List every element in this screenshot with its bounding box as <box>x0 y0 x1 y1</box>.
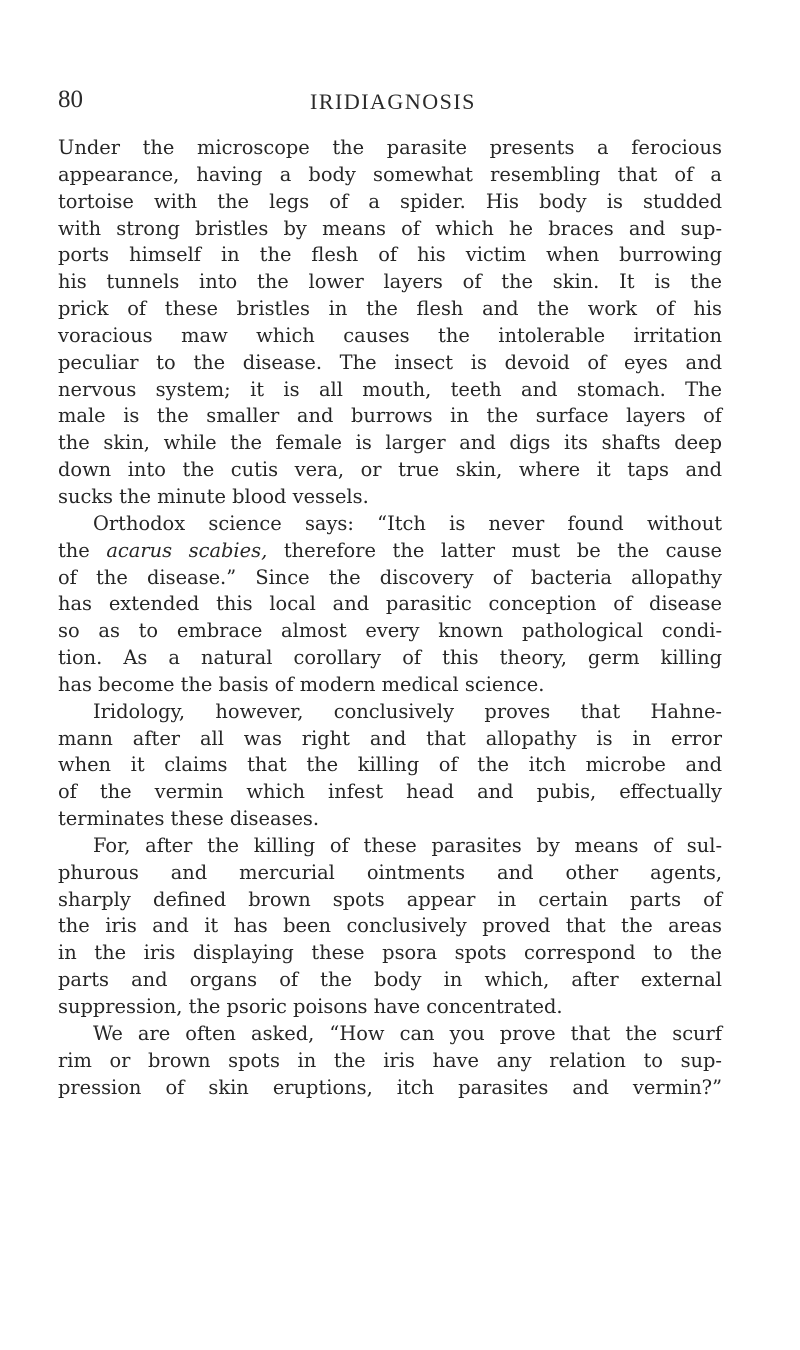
text-line: prick of these bristles in the flesh and the work of his <box>58 297 722 321</box>
text-line: appearance, having a body somewhat resembling that of a <box>58 162 722 186</box>
text-line: phurous and mercurial ointments and other agents, <box>58 860 722 884</box>
text-line: tion. As a natural corollary of this theory, germ killing <box>58 646 722 670</box>
text-line: sharply defined brown spots appear in certain parts of <box>58 887 722 911</box>
text-line: voracious maw which causes the intolerable irritation <box>58 323 722 347</box>
text-line: male is the smaller and burrows in the surface layers of <box>58 404 722 428</box>
text-line: sucks the minute blood vessels. <box>58 484 369 508</box>
text-line: down into the cutis vera, or true skin, where it taps and <box>58 458 722 482</box>
text-line: of the vermin which infest head and pubis, effectually <box>58 780 722 804</box>
text-line: Under the microscope the parasite presents a ferocious <box>58 136 722 159</box>
paragraph <box>58 833 722 1021</box>
paragraph <box>58 135 722 511</box>
text-segment: therefore the latter must be the cause <box>267 538 722 562</box>
text-line: in the iris displaying these psora spots correspond to the <box>58 941 722 965</box>
text-segment: the <box>58 538 107 562</box>
text-line: We are often asked, “How can you prove that the scurf <box>93 1021 722 1045</box>
text-line: parts and organs of the body in which, after external <box>58 968 722 992</box>
text-line: suppression, the psoric poisons have concentrated. <box>58 995 563 1018</box>
text-line: has extended this local and parasitic conception of disease <box>58 592 722 616</box>
paragraph <box>58 511 722 699</box>
text-line: when it claims that the killing of the itch microbe and <box>58 753 722 777</box>
text-line <box>58 538 722 565</box>
text-line: the skin, while the female is larger and digs its shafts deep <box>58 431 722 455</box>
text-line: so as to embrace almost every known pathological condi- <box>58 619 722 643</box>
text-line: nervous system; it is all mouth, teeth and stomach. The <box>58 377 722 401</box>
paragraph <box>58 699 722 833</box>
page-header <box>58 86 722 126</box>
text-line: rim or brown spots in the iris have any relation to sup- <box>58 1048 722 1072</box>
body-text <box>58 135 722 1101</box>
text-line: with strong bristles by means of which he braces and sup- <box>58 216 722 240</box>
running-head: IRIDIAGNOSIS <box>310 89 476 114</box>
text-line: peculiar to the disease. The insect is devoid of eyes and <box>58 350 722 374</box>
text-line: Iridology, however, conclusively proves that Hahne- <box>93 699 722 723</box>
text-line: terminates these diseases. <box>58 807 320 831</box>
text-line: has become the basis of modern medical science. <box>58 672 545 696</box>
italic-term: acarus scabies, <box>106 538 268 562</box>
text-line: of the disease.” Since the discovery of bacteria allopathy <box>58 565 722 589</box>
text-line: tortoise with the legs of a spider. His body is studded <box>58 189 722 213</box>
text-line: his tunnels into the lower layers of the skin. It is the <box>58 270 722 294</box>
page-number: 80 <box>58 86 83 113</box>
text-line: ports himself in the flesh of his victim when burrowing <box>58 243 722 267</box>
text-line: mann after all was right and that allopathy is in error <box>58 726 722 750</box>
text-line: the iris and it has been conclusively proved that the areas <box>58 914 722 938</box>
text-line: For, after the killing of these parasites by means of sul- <box>93 833 722 857</box>
text-line: Orthodox science says: “Itch is never found without <box>93 511 722 535</box>
text-line: pression of skin eruptions, itch parasites and vermin?” <box>58 1075 722 1099</box>
paragraph <box>58 1021 722 1102</box>
